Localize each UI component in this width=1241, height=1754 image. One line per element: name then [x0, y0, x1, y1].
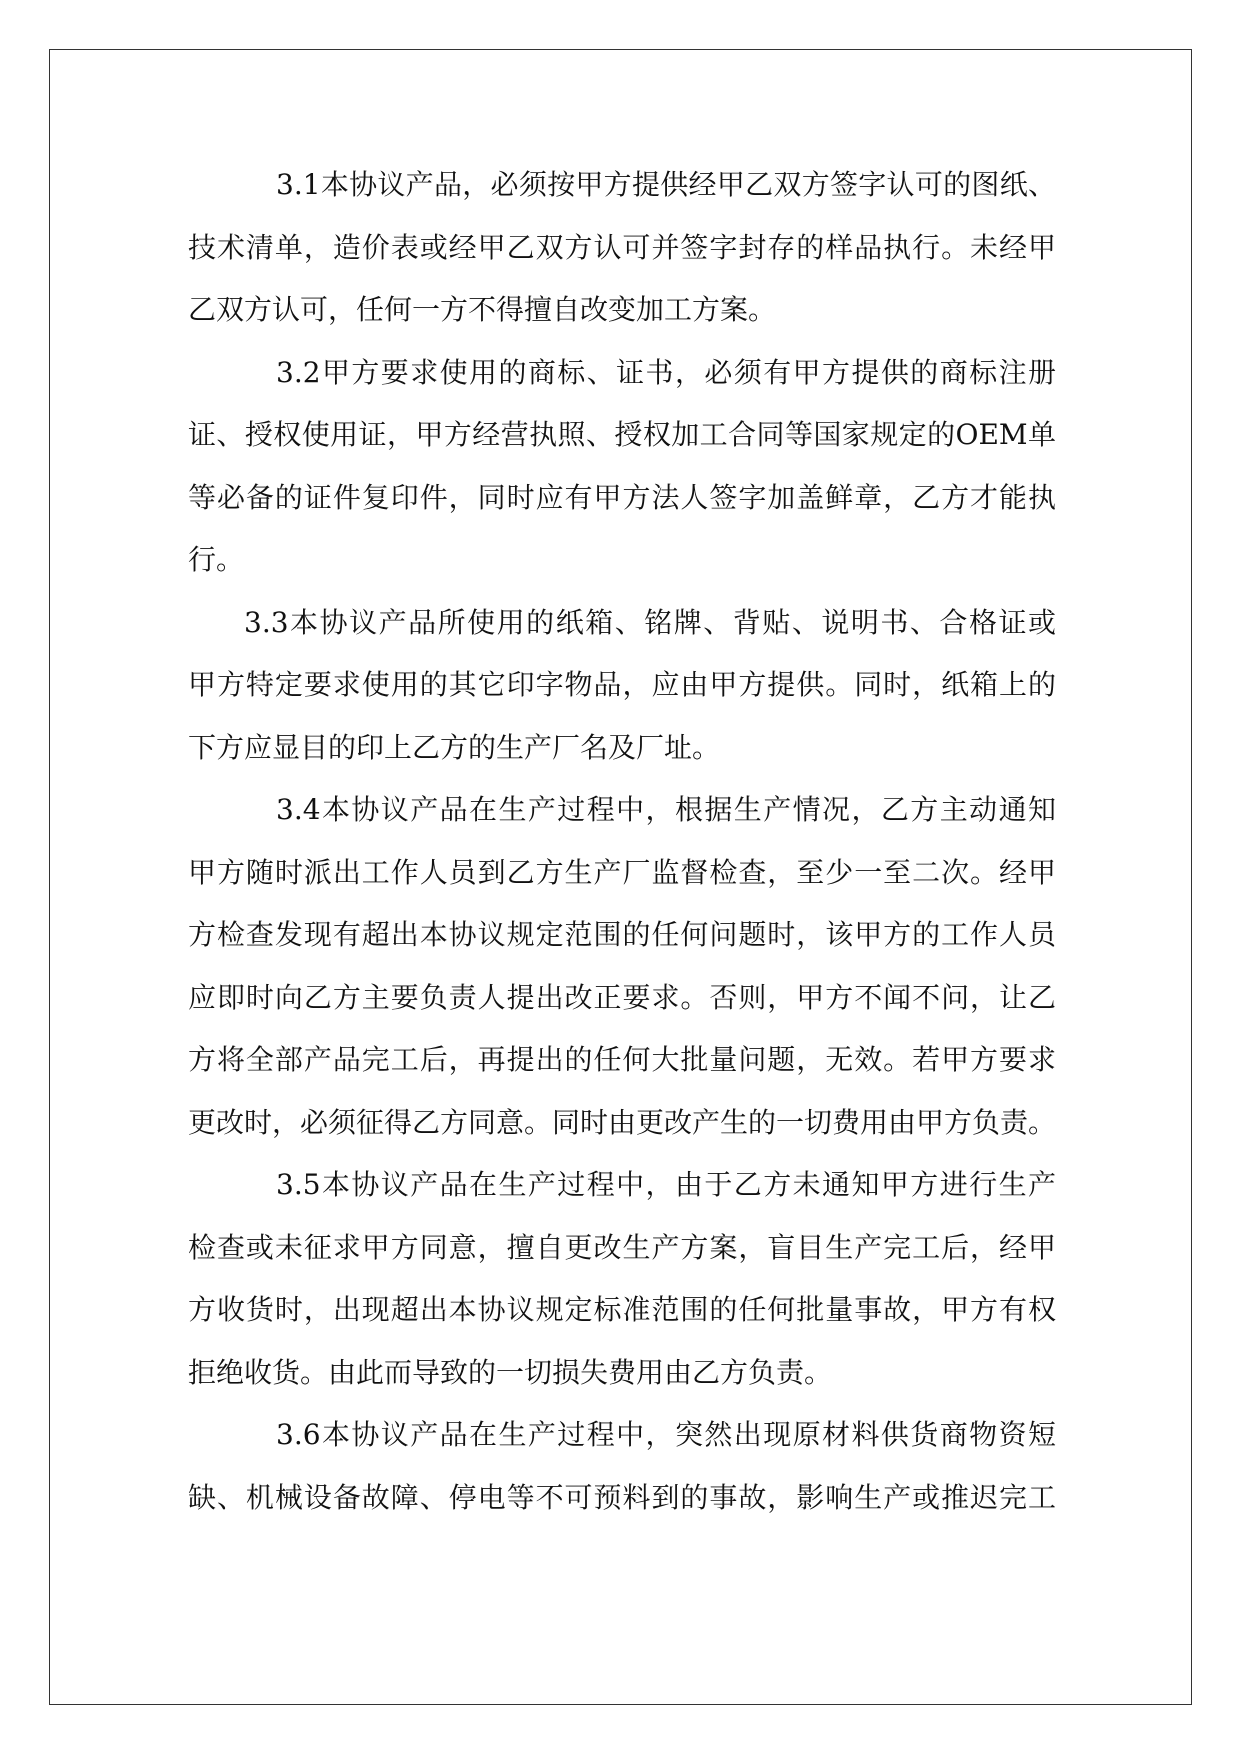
clause-3-5-line-4: 拒绝收货。由此而导致的一切损失费用由乙方负责。: [188, 1355, 833, 1389]
clause-3-1-line-1: 3.1本协议产品，必须按甲方提供经甲乙双方签字认可的图纸、: [276, 168, 1056, 201]
clause-3-5-line-1: 3.5本协议产品在生产过程中，由于乙方未通知甲方进行生产: [276, 1168, 1056, 1201]
document-body: [188, 154, 1056, 1529]
clause-3-6-line-1: 3.6本协议产品在生产过程中，突然出现原材料供货商物资短: [276, 1418, 1056, 1451]
clause-3-4-line-4: 应即时向乙方主要负责人提出改正要求。否则，甲方不闻不问，让乙: [188, 980, 1056, 1014]
clause-3-4-line-6: 更改时，必须征得乙方同意。同时由更改产生的一切费用由甲方负责。: [188, 1105, 1056, 1139]
clause-3-2-line-3: 等必备的证件复印件，同时应有甲方法人签字加盖鲜章，乙方才能执: [188, 480, 1056, 514]
clause-3-3-line-2: 甲方特定要求使用的其它印字物品，应由甲方提供。同时，纸箱上的: [188, 668, 1056, 701]
clause-3-5-line-2: 检查或未征求甲方同意，擅自更改生产方案，盲目生产完工后，经甲: [188, 1230, 1056, 1264]
clause-3-5-line-3: 方收货时，出现超出本协议规定标准范围的任何批量事故，甲方有权: [188, 1293, 1056, 1326]
clause-3-3-line-1: 3.3本协议产品所使用的纸箱、铭牌、背贴、说明书、合格证或: [244, 605, 1056, 639]
clause-3-2-line-1: 3.2甲方要求使用的商标、证书，必须有甲方提供的商标注册: [276, 355, 1056, 389]
clause-3-3-line-3: 下方应显目的印上乙方的生产厂名及厂址。: [188, 730, 721, 764]
clause-3-4-line-5: 方将全部产品完工后，再提出的任何大批量问题，无效。若甲方要求: [188, 1043, 1056, 1076]
clause-3-4-line-3: 方检查发现有超出本协议规定范围的任何问题时，该甲方的工作人员: [188, 918, 1056, 951]
clause-3-2-line-4: 行。: [188, 543, 245, 576]
clause-3-6-line-2: 缺、机械设备故障、停电等不可预料到的事故，影响生产或推迟完工: [188, 1480, 1056, 1514]
clause-3-1-line-3: 乙双方认可，任何一方不得擅自改变加工方案。: [188, 293, 777, 326]
clause-3-2-line-2: 证、授权使用证，甲方经营执照、授权加工合同等国家规定的OEM单: [188, 418, 1056, 451]
clause-3-4-line-1: 3.4本协议产品在生产过程中，根据生产情况，乙方主动通知: [276, 793, 1056, 826]
clause-3-4-line-2: 甲方随时派出工作人员到乙方生产厂监督检查，至少一至二次。经甲: [188, 855, 1056, 889]
clause-3-1-line-2: 技术清单，造价表或经甲乙双方认可并签字封存的样品执行。未经甲: [188, 230, 1056, 264]
